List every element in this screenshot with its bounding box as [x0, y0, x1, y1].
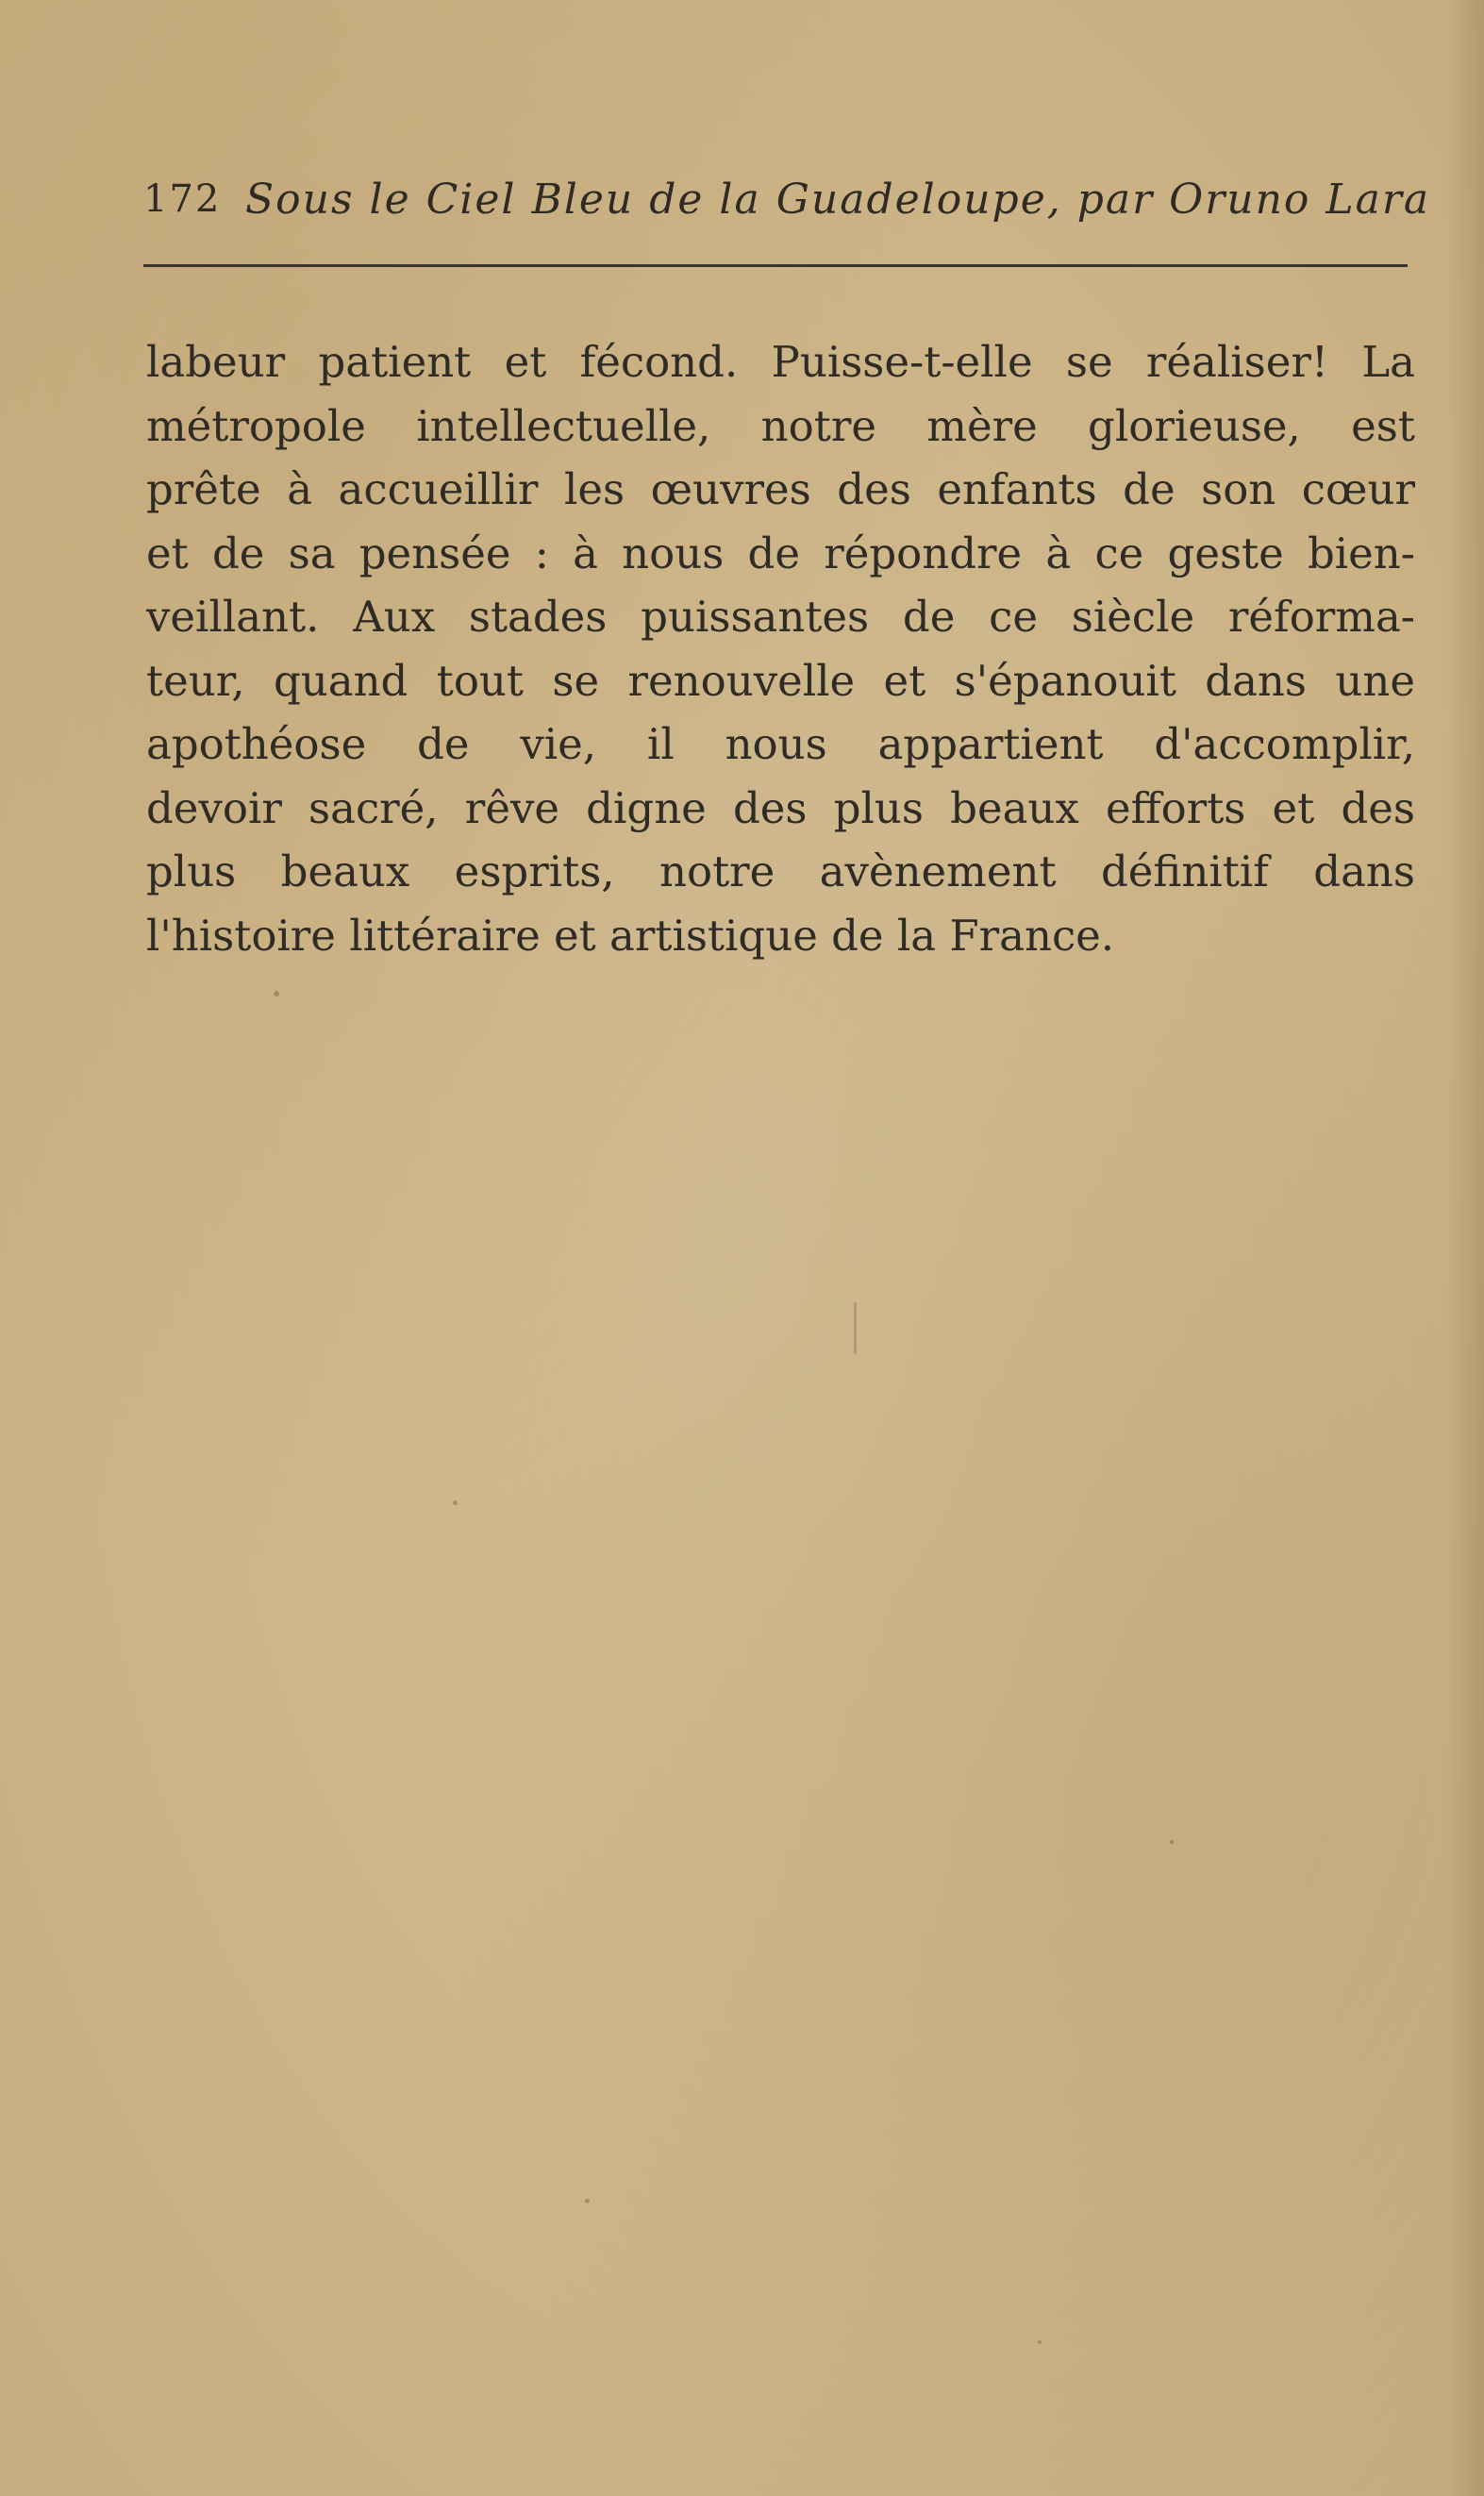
running-header [140, 168, 1431, 234]
paper-speck [1038, 2340, 1042, 2344]
page-edge-shadow [1446, 0, 1484, 2496]
paper-speck [585, 2199, 590, 2203]
running-title: Sous le Ciel Bleu de la Guadeloupe, par Oruno Lara [245, 176, 1431, 224]
text-line: apothéose de vie, il nous appartient d'accomplir, [146, 719, 1415, 769]
paper-speck [453, 1500, 458, 1505]
text-line: métropole intellectuelle, notre mère glorieuse, est [146, 400, 1415, 451]
text-line: teur, quand tout se renouvelle et s'épanouit dans une [146, 655, 1415, 706]
text-line: et de sa pensée : à nous de répondre à ce geste bien- [146, 528, 1415, 578]
text-line: devoir sacré, rêve digne des plus beaux efforts et des [146, 782, 1415, 833]
paper-speck [1170, 1840, 1174, 1844]
text-line: prête à accueillir les œuvres des enfants de son cœur [146, 464, 1415, 514]
paper-speck [854, 1302, 857, 1354]
text-line: labeur patient et fécond. Puisse-t-elle se réaliser! La [146, 337, 1415, 387]
paper-speck [274, 991, 279, 997]
text-line: veillant. Aux stades puissantes de ce siècle réforma- [146, 592, 1415, 642]
text-line: plus beaux esprits, notre avènement définitif dans [146, 846, 1415, 896]
page-number: 172 [143, 177, 222, 221]
text-line: l'histoire littéraire et artistique de la France. [146, 910, 1115, 961]
header-rule [143, 264, 1408, 267]
body-paragraph [146, 330, 1415, 967]
